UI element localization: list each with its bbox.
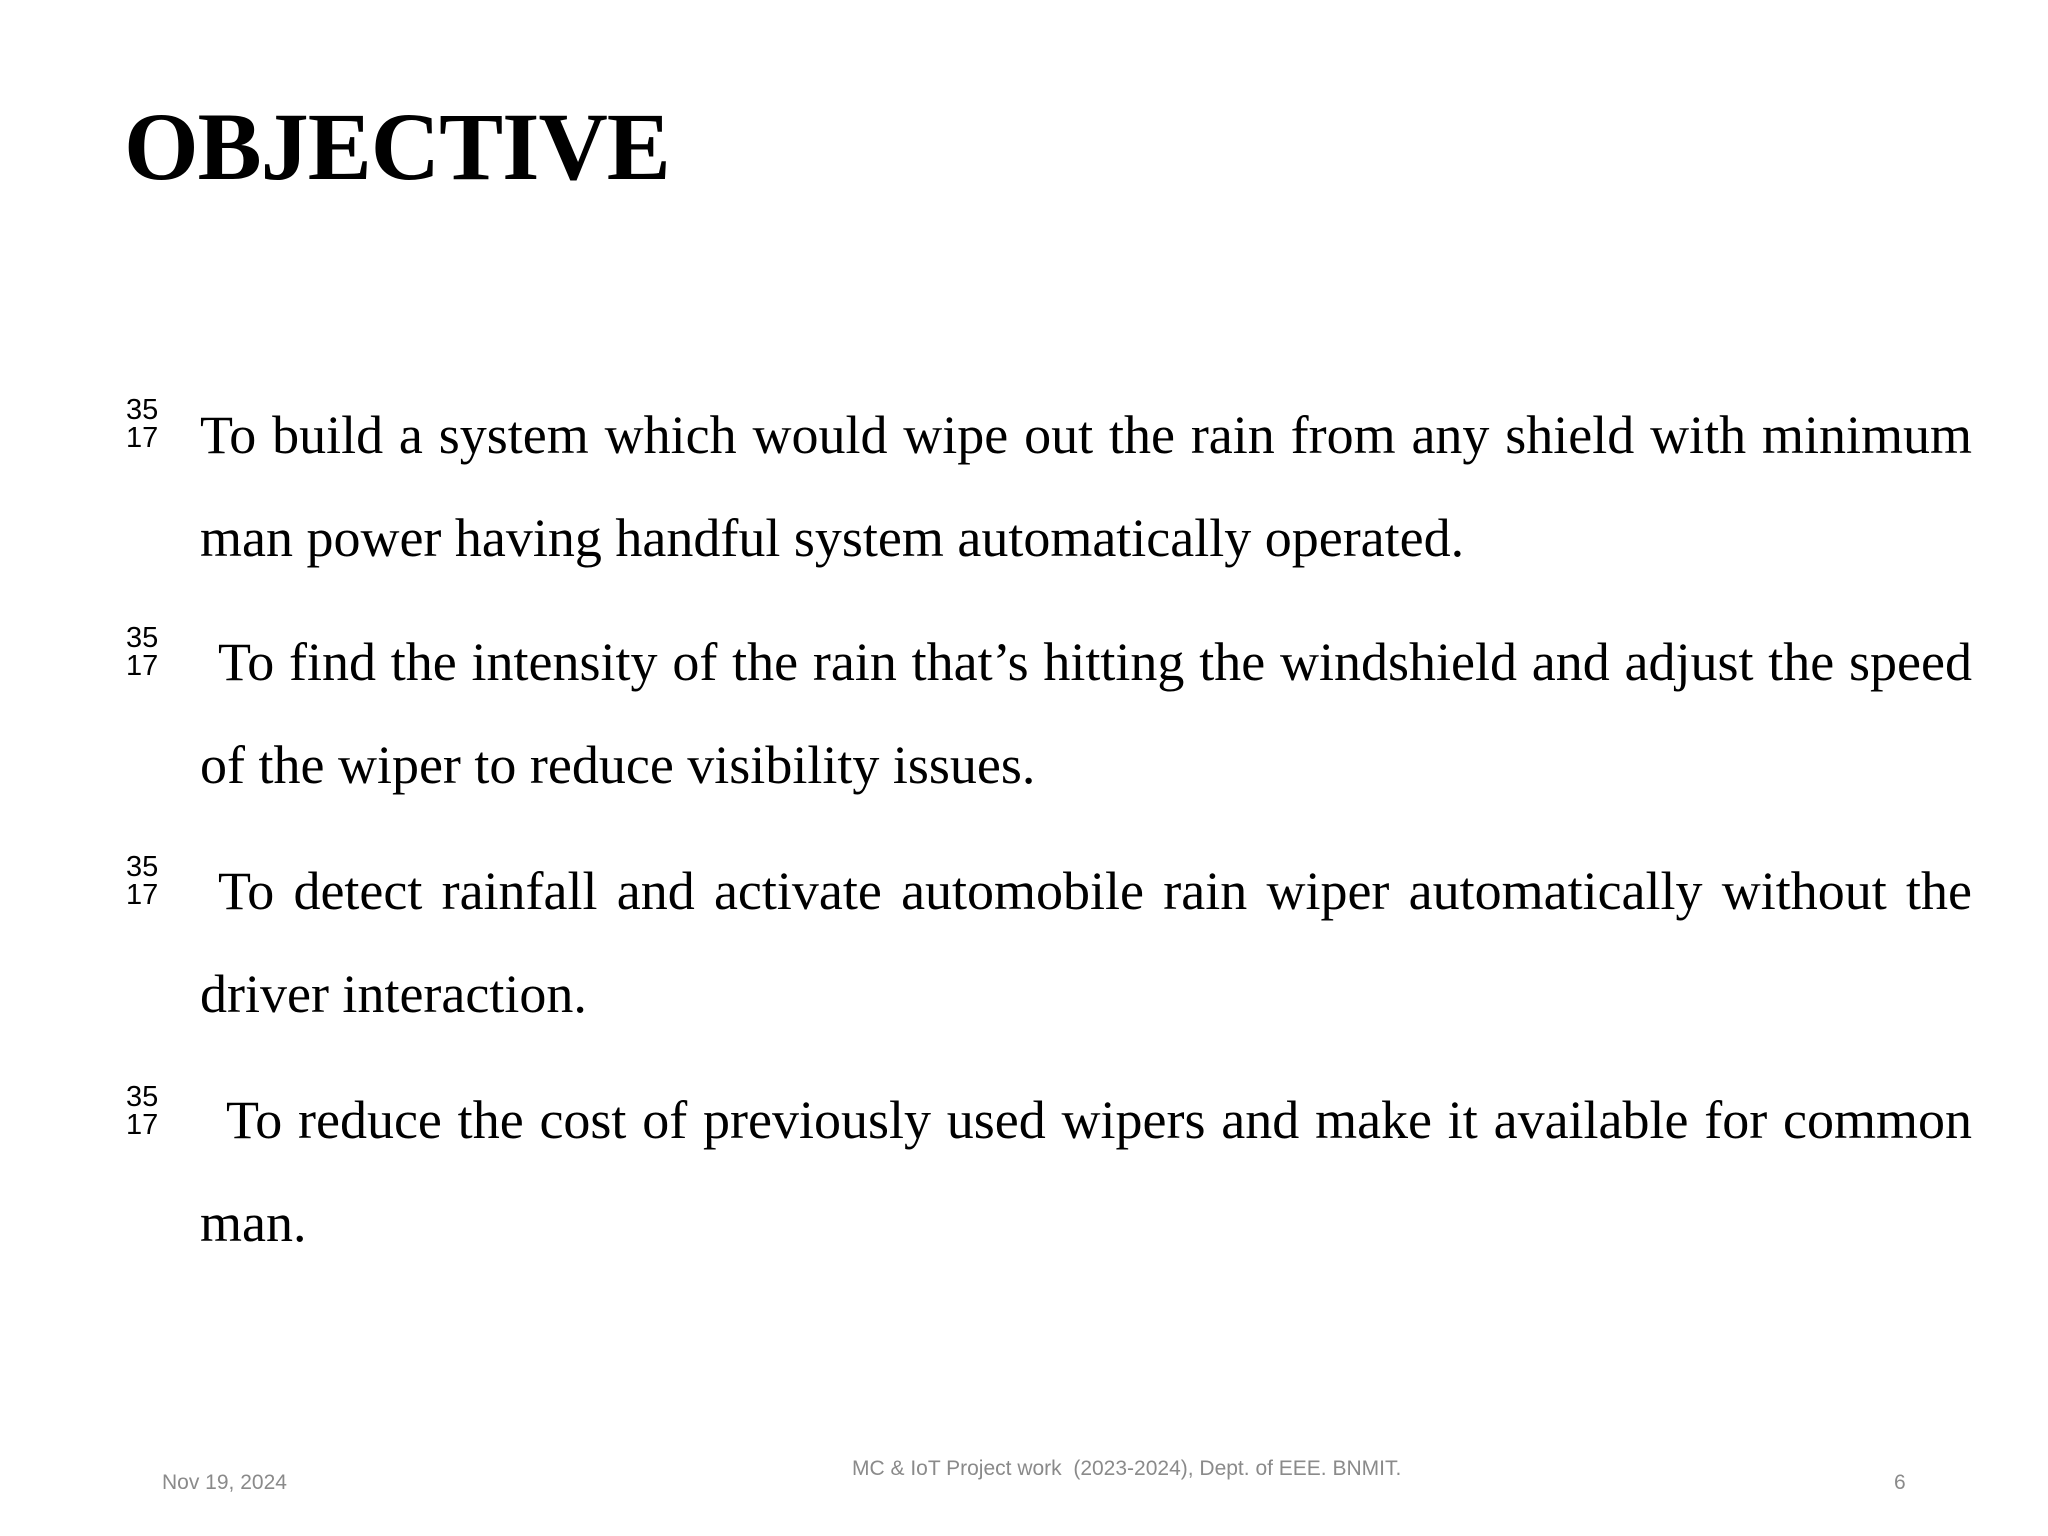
bullet-marker-bottom: 17 (126, 650, 159, 682)
footer-page-number: 6 (1894, 1471, 1906, 1494)
bullet-marker-top: 35 (126, 851, 159, 883)
objective-text: To detect rainfall and activate automobile rain wiper automatically without the driver interaction. (200, 861, 1972, 1024)
bullet-marker (126, 396, 166, 452)
slide-title: OBJECTIVE (124, 93, 670, 200)
objective-text: To find the intensity of the rain that’s hitting the windshield and adjust the speed of the wiper to reduce visibility issues. (200, 632, 1972, 795)
bullet-marker-bottom: 17 (126, 879, 159, 911)
footer-date: Nov 19, 2024 (162, 1471, 287, 1494)
bullet-marker-bottom: 17 (126, 1109, 159, 1141)
bullet-marker (126, 1083, 166, 1139)
bullet-marker-bottom: 17 (126, 422, 159, 454)
bullet-marker (126, 624, 166, 680)
footer-course-info: MC & IoT Project work (2023-2024), Dept. of EEE. BNMIT. (852, 1457, 1402, 1480)
objective-text: To reduce the cost of previously used wipers and make it available for common man. (200, 1090, 1972, 1253)
bullet-marker (126, 853, 166, 909)
bullet-marker-top: 35 (126, 1081, 159, 1113)
bullet-marker-top: 35 (126, 394, 159, 426)
bullet-marker-top: 35 (126, 622, 159, 654)
objective-text: To build a system which would wipe out the rain from any shield with minimum man power having handful system automatically operated. (200, 405, 1972, 568)
